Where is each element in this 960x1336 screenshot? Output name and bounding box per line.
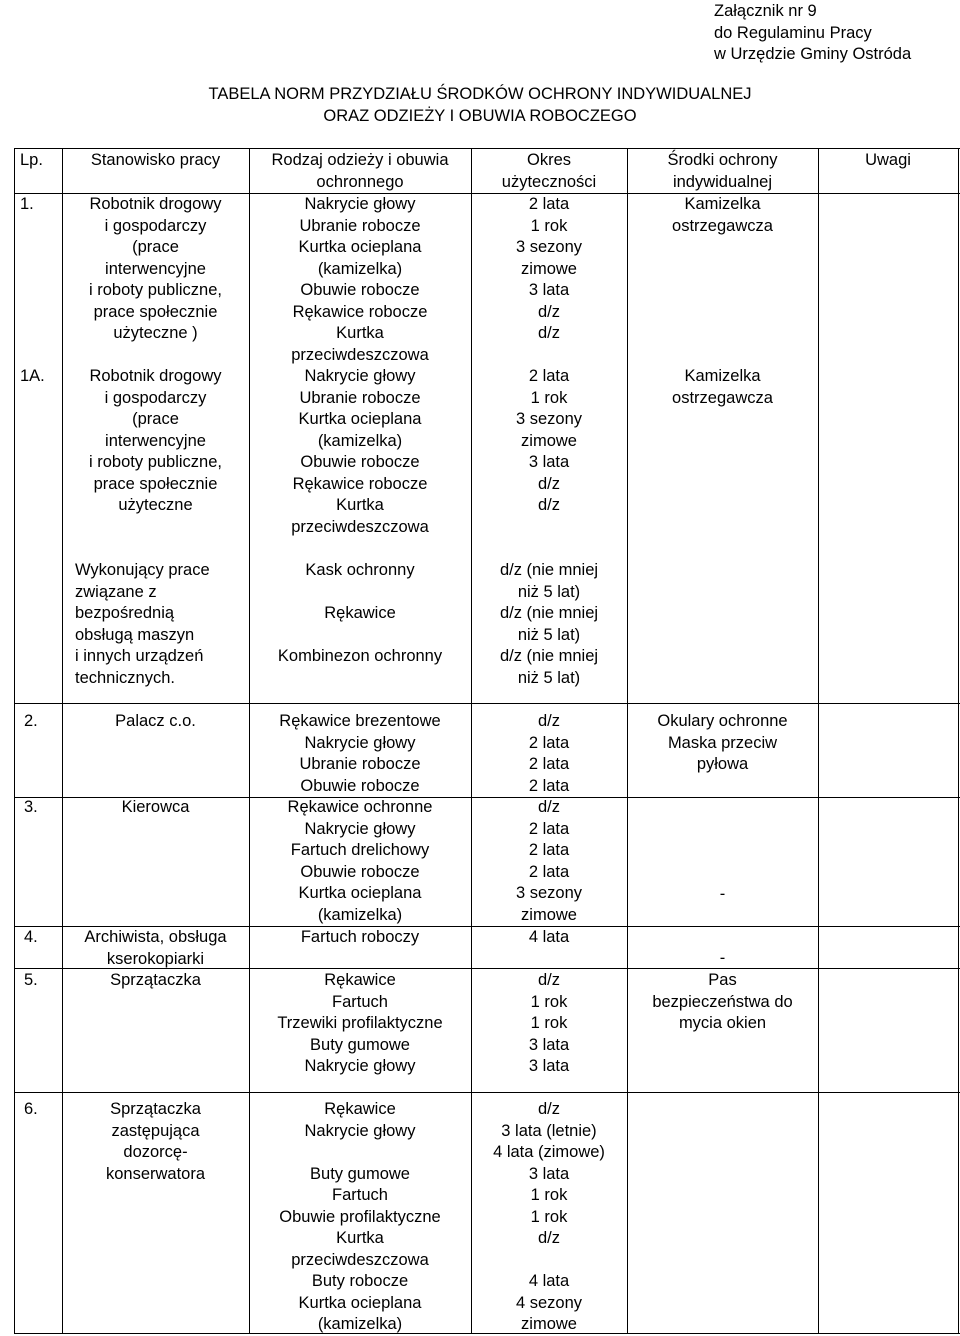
annex-line: w Urzędzie Gminy Ostróda <box>714 45 912 63</box>
row-rodzaj: Nakrycie głowy Ubranie robocze Kurtka ocieplana (kamizelka) Obuwie robocze Rękawice robocze Kurtka przeciwdeszczowa <box>291 195 429 364</box>
annex-line: Załącznik nr 9 <box>714 2 817 20</box>
annex-note <box>714 1 911 66</box>
row-okres: d/z 2 lata 2 lata 2 lata 3 sezony zimowe <box>515 798 583 924</box>
row-stanowisko: Sprzątaczka <box>110 971 201 989</box>
row-rodzaj: Kask ochronny Rękawice Kombinezon ochronny <box>277 561 443 665</box>
title-line: TABELA NORM PRZYDZIAŁU ŚRODKÓW OCHRONY INDYWIDUALNEJ <box>208 85 752 103</box>
document-title <box>0 84 960 127</box>
header-rodzaj: Rodzaj odzieży i obuwia ochronnego <box>271 151 449 191</box>
row-rodzaj: Nakrycie głowy Ubranie robocze Kurtka ocieplana (kamizelka) Obuwie robocze Rękawice robocze Kurtka przeciwdeszczowa <box>291 367 429 536</box>
row-stanowisko: Sprzątaczka zastępująca dozorcę- konserwatora <box>105 1100 206 1183</box>
header-stanowisko: Stanowisko pracy <box>90 151 221 169</box>
header-lp: Lp. <box>20 151 43 169</box>
row-rodzaj: Rękawice brezentowe Nakrycie głowy Ubranie robocze Obuwie robocze <box>279 712 441 795</box>
row-srodki: Pas bezpieczeństwa do mycia okien <box>652 971 793 1032</box>
header-srodki: Środki ochrony indywidualnej <box>667 151 778 191</box>
row-rodzaj: Rękawice ochronne Nakrycie głowy Fartuch drelichowy Obuwie robocze Kurtka ocieplana (kamizelka) <box>287 798 433 924</box>
row-separator <box>14 1092 960 1093</box>
row-separator <box>14 703 960 704</box>
row-rodzaj: Rękawice Fartuch Trzewiki profilaktyczne Buty gumowe Nakrycie głowy <box>277 971 443 1075</box>
row-srodki: Kamizelka ostrzegawcza <box>672 367 773 407</box>
row-srodki: Kamizelka ostrzegawcza <box>672 195 773 235</box>
row-okres: d/z (nie mniej niż 5 lat) d/z (nie mniej niż 5 lat) d/z (nie mniej niż 5 lat) <box>499 561 599 687</box>
row-stanowisko: Robotnik drogowy i gospodarczy (prace interwencyjne i roboty publiczne, prace społecznie użyteczne <box>89 367 222 514</box>
row-okres: d/z 1 rok 1 rok 3 lata 3 lata <box>528 971 570 1075</box>
row-lp: 2. <box>24 712 38 730</box>
column-divider <box>14 148 15 1334</box>
row-stanowisko: Archiwista, obsługa kserokopiarki <box>84 928 227 968</box>
header-uwagi: Uwagi <box>865 151 911 169</box>
row-okres: 4 lata <box>528 928 570 946</box>
row-stanowisko: Robotnik drogowy i gospodarczy (prace interwencyjne i roboty publiczne, prace społecznie użyteczne ) <box>89 195 222 342</box>
row-lp: 3. <box>24 798 38 816</box>
annex-line: do Regulaminu Pracy <box>714 23 872 42</box>
header-okres: Okres użyteczności <box>501 151 597 191</box>
row-srodki: - <box>719 949 726 967</box>
row-lp: 6. <box>24 1100 38 1118</box>
row-stanowisko: Palacz c.o. <box>115 712 196 730</box>
row-rodzaj: Fartuch roboczy <box>300 928 420 946</box>
row-lp: 4. <box>24 928 38 946</box>
row-lp: 1A. <box>20 367 45 385</box>
row-okres: 2 lata 1 rok 3 sezony zimowe 3 lata d/z d/z <box>515 195 583 342</box>
row-okres: d/z 2 lata 2 lata 2 lata <box>528 712 570 795</box>
row-lp: 1. <box>20 195 34 213</box>
column-divider <box>958 148 959 1334</box>
title-line: ORAZ ODZIEŻY I OBUWIA ROBOCZEGO <box>323 106 637 125</box>
row-srodki: - <box>719 885 726 903</box>
row-rodzaj: Rękawice Nakrycie głowy Buty gumowe Fartuch Obuwie profilaktyczne Kurtka przeciwdeszczowa Buty robocze Kurtka ocieplana (kamizelka) <box>279 1100 441 1333</box>
row-lp: 5. <box>24 971 38 989</box>
row-srodki: Okulary ochronne Maska przeciw pyłowa <box>657 712 788 773</box>
column-divider <box>818 148 819 1334</box>
row-okres: d/z 3 lata (letnie) 4 lata (zimowe) 3 lata 1 rok 1 rok d/z 4 lata 4 sezony zimowe <box>493 1100 605 1333</box>
row-stanowisko: Kierowca <box>121 798 190 816</box>
row-separator <box>14 968 960 969</box>
row-stanowisko: Wykonujący prace związane z bezpośrednią obsługą maszyn i innych urządzeń technicznych. <box>75 561 210 687</box>
row-okres: 2 lata 1 rok 3 sezony zimowe 3 lata d/z d/z <box>515 367 583 514</box>
